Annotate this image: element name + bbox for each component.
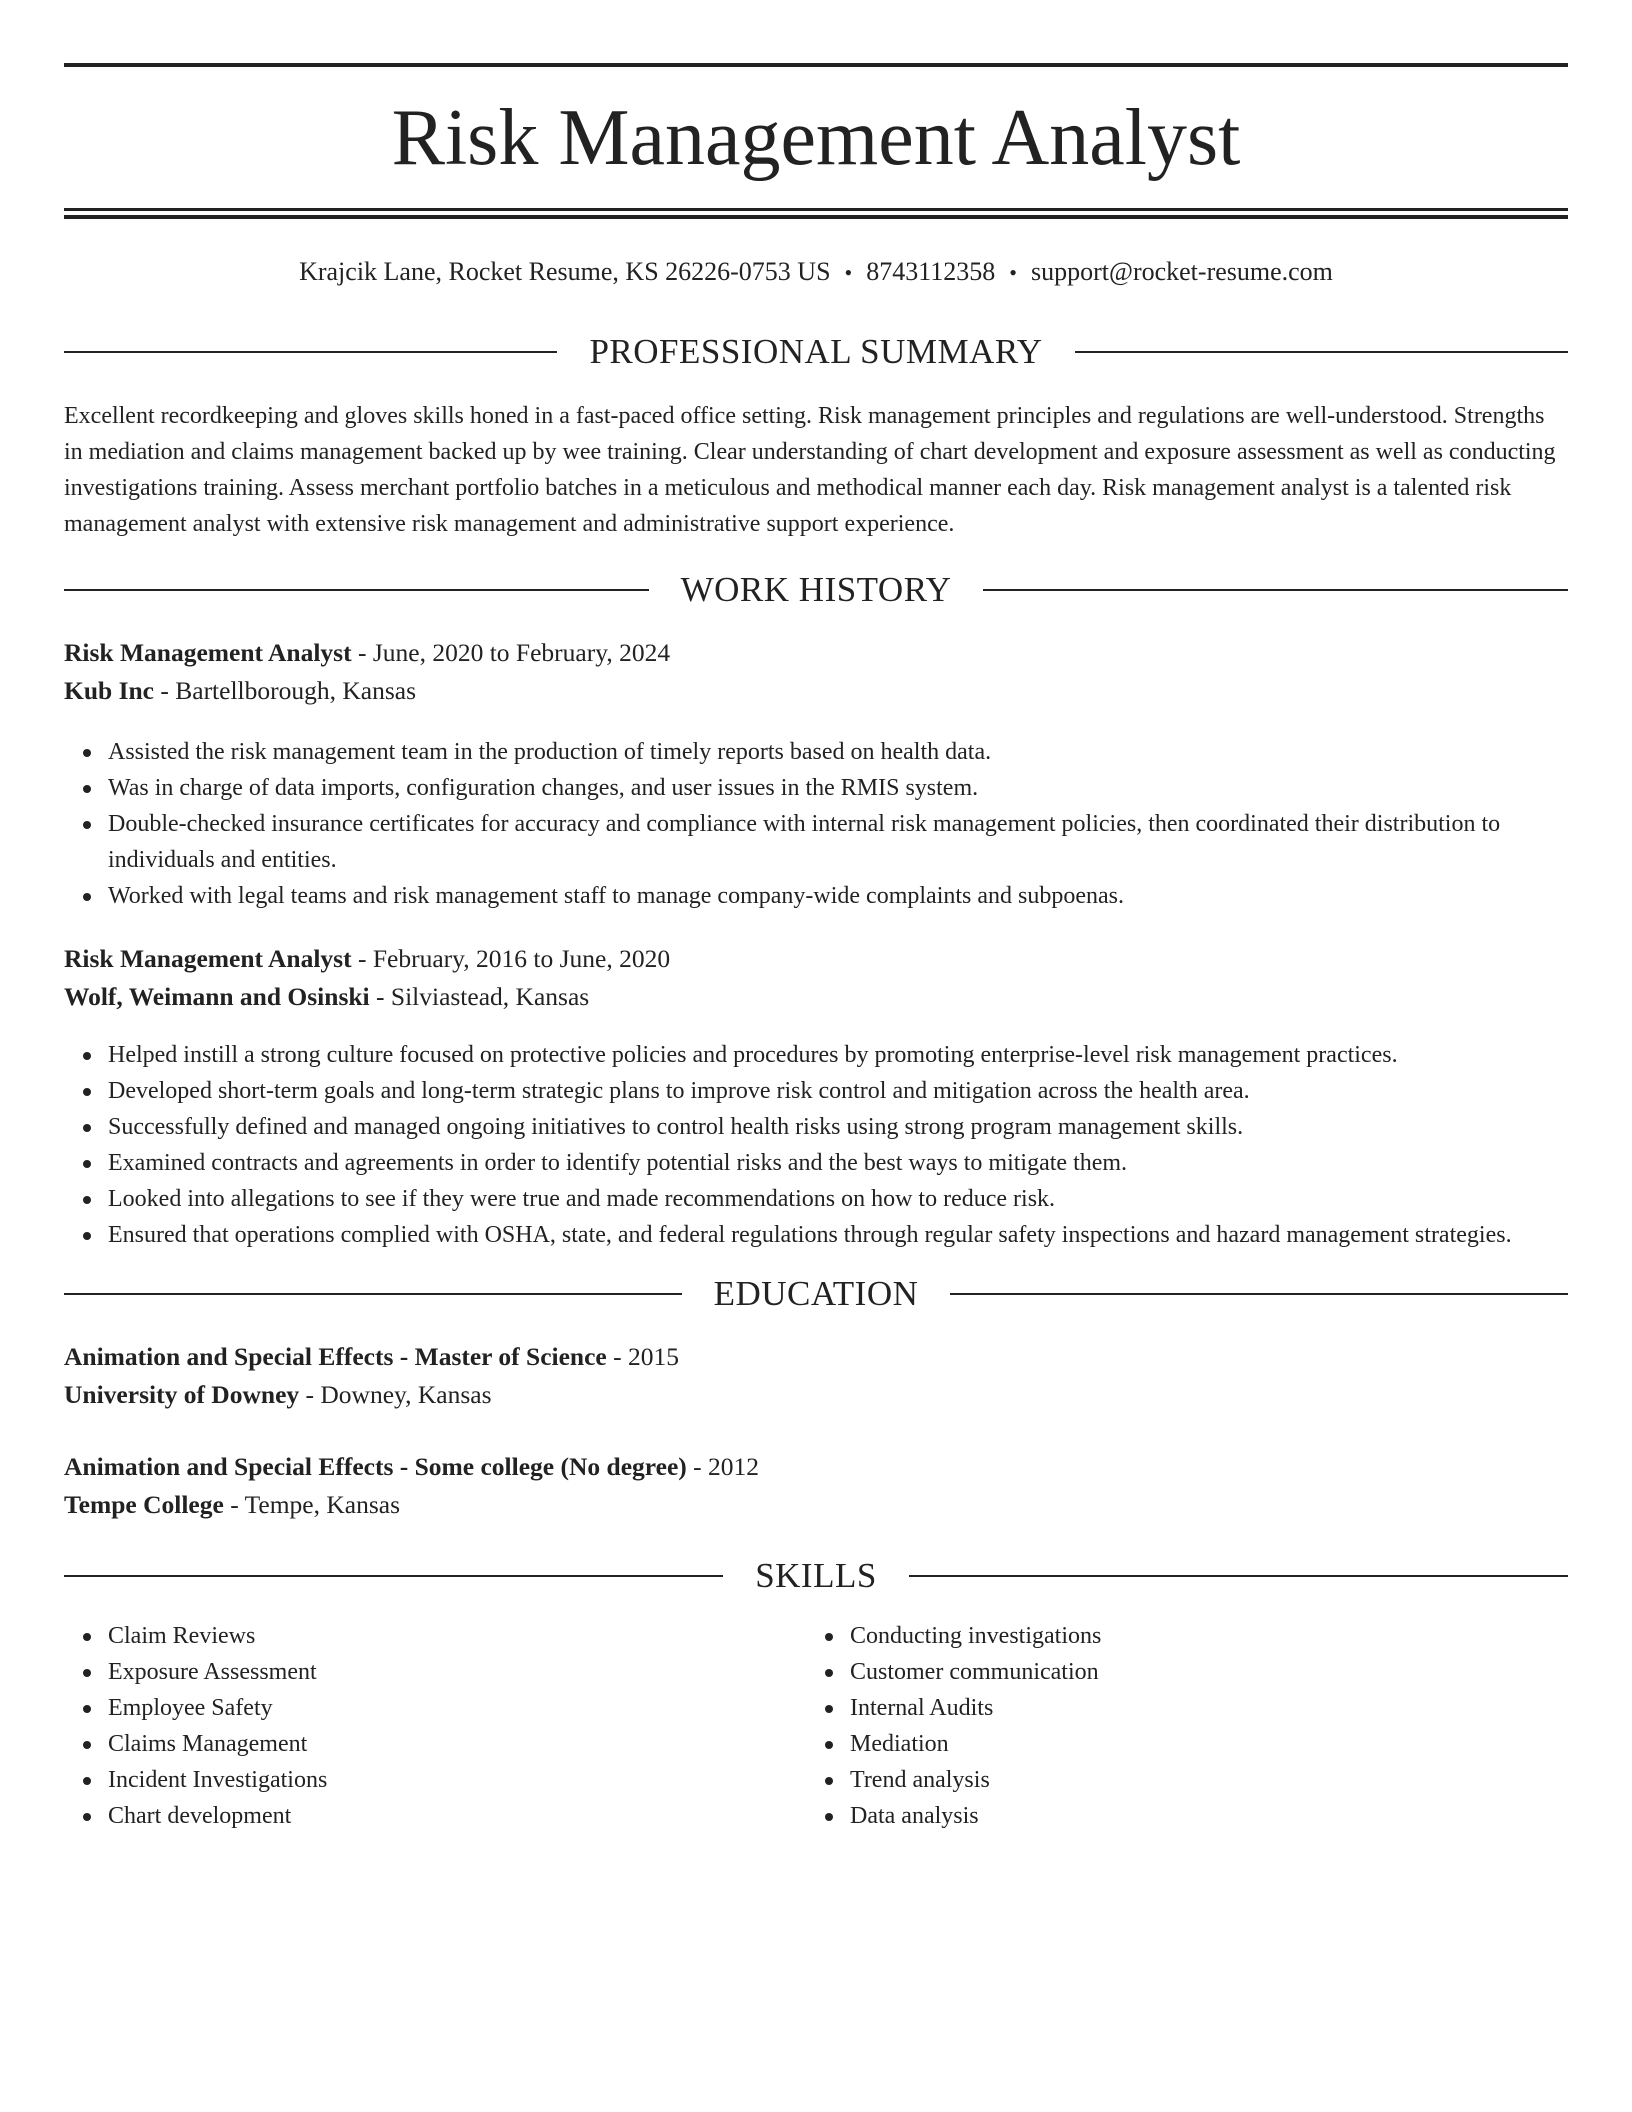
section-heading-work-history — [64, 568, 1568, 612]
skill-item: Incident Investigations — [108, 1762, 764, 1798]
skill-item: Trend analysis — [850, 1762, 1506, 1798]
school: Tempe College — [64, 1490, 224, 1519]
degree: Animation and Special Effects - Some college (No degree) — [64, 1452, 687, 1481]
list-item: Successfully defined and managed ongoing initiatives to control health risks using strong program management skills. — [108, 1109, 1568, 1145]
job-title-line — [64, 940, 1568, 978]
section-heading-education — [64, 1272, 1568, 1316]
section-title: EDUCATION — [713, 1274, 919, 1313]
school-location: - Tempe, Kansas — [223, 1490, 401, 1519]
school-line — [64, 1486, 1568, 1524]
header-bottom-rule — [64, 208, 1568, 211]
separator-dot: • — [844, 260, 853, 285]
job-company: Wolf, Weimann and Osinski — [64, 982, 370, 1011]
skills-list-left — [64, 1618, 764, 1834]
list-item: Examined contracts and agreements in order to identify potential risks and the best ways to mitigate them. — [108, 1145, 1568, 1181]
school-location: - Downey, Kansas — [299, 1380, 492, 1409]
job-duties-list — [64, 1037, 1568, 1253]
list-item: Ensured that operations complied with OSHA, state, and federal regulations through regular safety inspections and hazard management strategies. — [108, 1217, 1568, 1253]
skill-item: Chart development — [108, 1798, 764, 1834]
contact-info — [64, 252, 1568, 293]
skill-item: Data analysis — [850, 1798, 1506, 1834]
list-item: Assisted the risk management team in the production of timely reports based on health data. — [108, 734, 1568, 770]
job-company-line — [64, 978, 1568, 1016]
job-duties-list — [64, 734, 1568, 914]
school: University of Downey — [64, 1380, 300, 1409]
section-heading-skills — [64, 1554, 1568, 1598]
skill-item: Claim Reviews — [108, 1618, 764, 1654]
list-item: Was in charge of data imports, configuration changes, and user issues in the RMIS system. — [108, 770, 1568, 806]
list-item: Worked with legal teams and risk management staff to manage company-wide complaints and subpoenas. — [108, 878, 1568, 914]
section-title: PROFESSIONAL SUMMARY — [589, 332, 1043, 371]
degree: Animation and Special Effects - Master of Science — [64, 1342, 607, 1371]
divider-line — [64, 1575, 723, 1577]
skill-item: Mediation — [850, 1726, 1506, 1762]
summary-text: Excellent recordkeeping and gloves skills honed in a fast-paced office setting. Risk management principles and regulations are well-understood. Strengths in mediation and claims management backed up by wee training. Clear understanding of chart development and exposure assessment as well as conducting investigations training. Assess merchant portfolio batches in a meticulous and methodical manner each day. Risk management analyst is a talented risk management analyst with extensive risk management and administrative support experience. — [64, 403, 1556, 537]
divider-line — [1075, 351, 1568, 353]
list-item: Helped instill a strong culture focused on protective policies and procedures by promoting enterprise-level risk management practices. — [108, 1037, 1568, 1073]
skill-item: Customer communication — [850, 1654, 1506, 1690]
skill-item: Claims Management — [108, 1726, 764, 1762]
separator-dot: • — [1009, 260, 1017, 285]
skill-item: Exposure Assessment — [108, 1654, 764, 1690]
header-top-rule — [64, 63, 1568, 67]
job-company-line — [64, 672, 1568, 710]
degree-year: - 2015 — [606, 1342, 679, 1371]
job-title: Risk Management Analyst — [64, 638, 352, 667]
job-location: - Silviastead, Kansas — [369, 982, 590, 1011]
list-item: Developed short-term goals and long-term strategic plans to improve risk control and mitigation across the health area. — [108, 1073, 1568, 1109]
divider-line — [64, 351, 557, 353]
phone: 8743112358 — [866, 257, 996, 286]
email: support@rocket-resume.com — [1031, 257, 1333, 286]
divider-line — [909, 1575, 1568, 1577]
address: Krajcik Lane, Rocket Resume, KS 26226-0753 US — [299, 257, 831, 286]
job-location: - Bartellborough, Kansas — [154, 676, 417, 705]
skill-item: Internal Audits — [850, 1690, 1506, 1726]
divider-line — [64, 1293, 682, 1295]
school-line — [64, 1376, 1568, 1414]
skill-item: Employee Safety — [108, 1690, 764, 1726]
job-title-line — [64, 634, 1568, 672]
job-dates: - February, 2016 to June, 2020 — [351, 944, 671, 973]
section-title: WORK HISTORY — [680, 570, 952, 609]
list-item: Looked into allegations to see if they were true and made recommendations on how to reduce risk. — [108, 1181, 1568, 1217]
divider-line — [950, 1293, 1568, 1295]
degree-line — [64, 1448, 1568, 1486]
job-dates: - June, 2020 to February, 2024 — [351, 638, 671, 667]
section-title: SKILLS — [755, 1556, 877, 1595]
skill-item: Conducting investigations — [850, 1618, 1506, 1654]
divider-line — [983, 589, 1568, 591]
skills-list-right — [806, 1618, 1506, 1834]
degree-line — [64, 1338, 1568, 1376]
section-heading-summary — [64, 330, 1568, 374]
list-item: Double-checked insurance certificates for accuracy and compliance with internal risk management policies, then coordinated their distribution to individuals and entities. — [108, 806, 1568, 878]
divider-line — [64, 589, 649, 591]
header-bottom-rule-double — [64, 215, 1568, 219]
job-title: Risk Management Analyst — [64, 944, 352, 973]
candidate-name: Risk Management Analyst — [391, 94, 1241, 182]
job-company: Kub Inc — [64, 676, 154, 705]
degree-year: - 2012 — [686, 1452, 760, 1481]
